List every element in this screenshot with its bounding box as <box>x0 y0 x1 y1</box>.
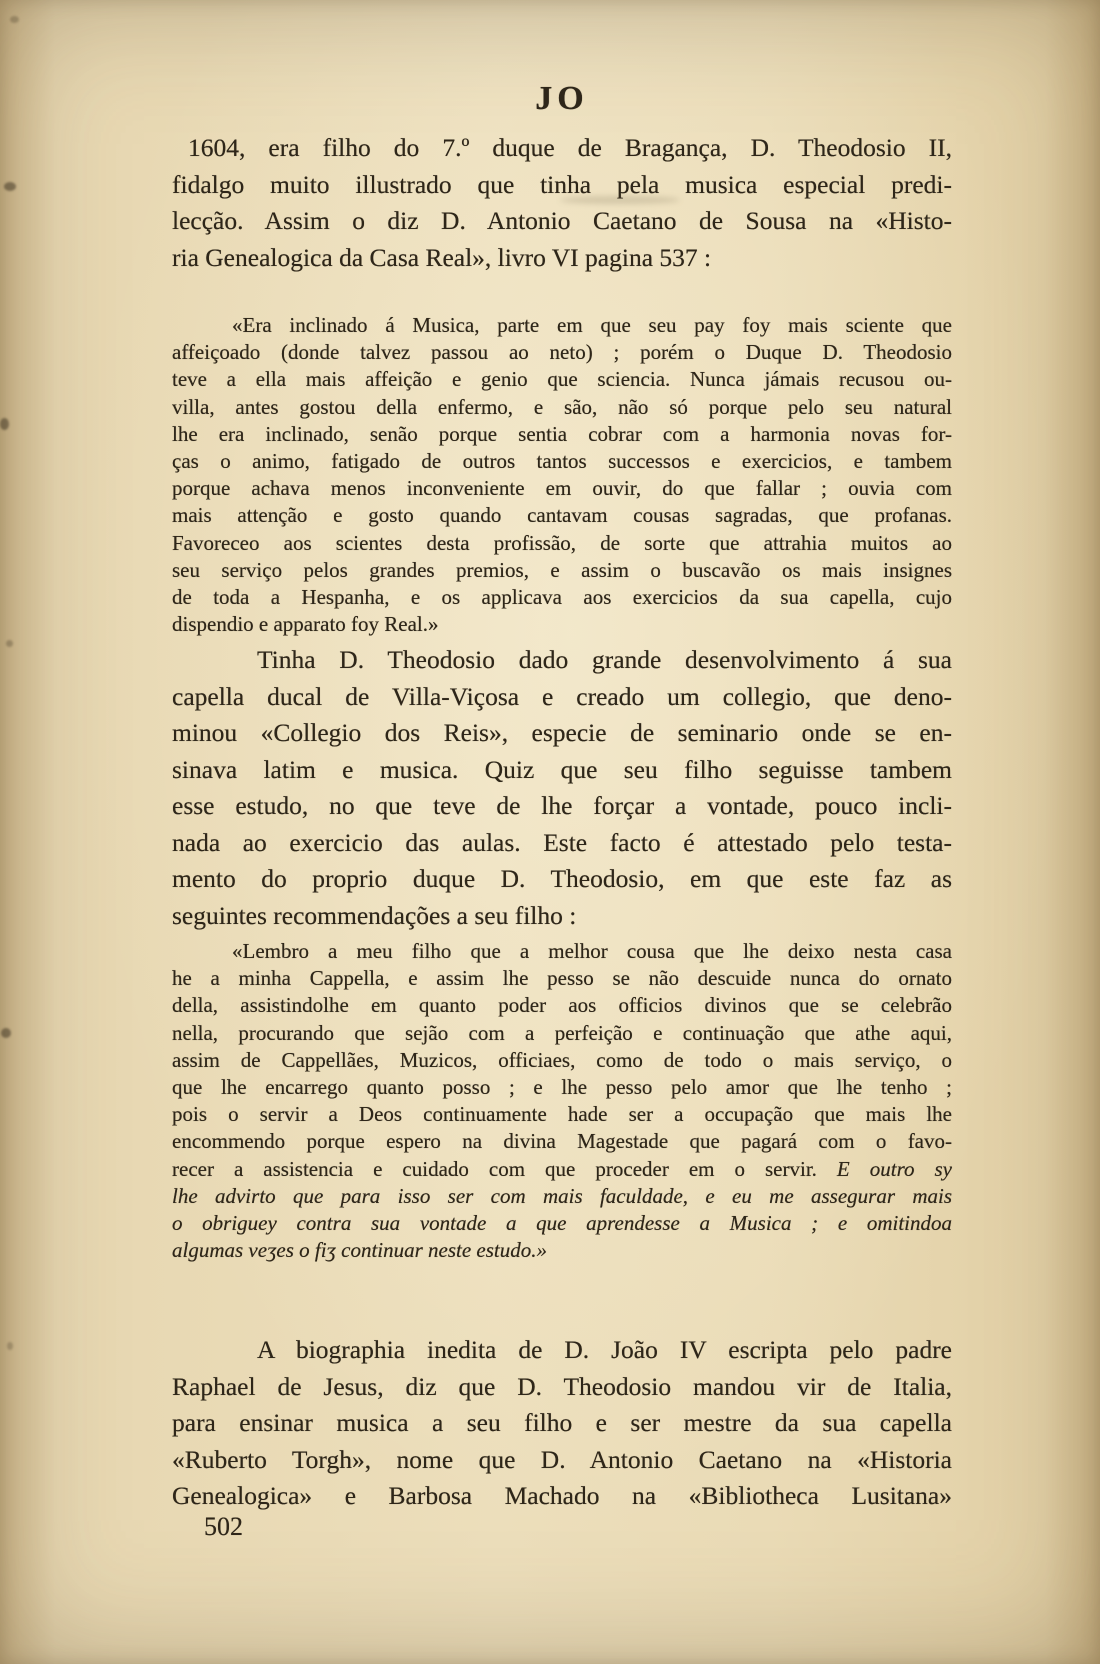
text-line: o obriguey contra sua vontade a que aprendesse a Musica ; e omitindoa <box>172 1211 952 1236</box>
text-line: mais attenção e gosto quando cantavam cousas sagradas, que profanas. <box>172 503 952 528</box>
text-line: mento do proprio duque D. Theodosio, em que este faz as <box>172 864 952 893</box>
text-line: para ensinar musica a seu filho e ser mestre da sua capella <box>172 1408 952 1437</box>
text-line: 1604, era filho do 7.º duque de Bragança, D. Theodosio II, <box>188 133 952 162</box>
text-line: assim de Cappellães, Muzicos, officiaes, como de todo o mais serviço, o <box>172 1047 952 1072</box>
text-line: he a minha Cappella, e assim lhe pesso se não descuide nunca do ornato <box>172 966 952 991</box>
text-line: dispendio e apparato foy Real.» <box>172 612 439 637</box>
text-line: recer a assistencia e cuidado com que proceder em o servir. E outro sy <box>172 1156 952 1181</box>
text-line: A biographia inedita de D. João IV escripta pelo padre <box>257 1335 952 1364</box>
text-line: algumas veʒes o fiʒ continuar neste estudo.» <box>172 1238 548 1263</box>
text-line: Favoreceo aos scientes desta profissão, de sorte que attrahia muitos ao <box>172 530 952 555</box>
running-header: JO <box>535 80 589 117</box>
ink-speck <box>4 182 16 191</box>
text-line: nada ao exercicio das aulas. Este facto é attestado pelo testa- <box>172 827 952 857</box>
paper-smudge <box>560 196 680 204</box>
text-line: lhe era inclinado, senão porque sentia cobrar com a harmonia novas for- <box>172 421 952 446</box>
text-line: pois o servir a Deos continuamente hade ser a occupação que mais lhe <box>172 1102 952 1127</box>
text-line: seu serviço pelos grandes premios, e assim o buscavão os mais insignes <box>172 557 952 582</box>
text-line: minou «Collegio dos Reis», especie de seminario onde se en- <box>172 718 952 747</box>
blockquote-caetano-de-sousa <box>172 312 952 638</box>
ink-speck <box>10 16 19 23</box>
text-line: esse estudo, no que teve de lhe forçar a vontade, pouco incli- <box>172 791 952 820</box>
text-line: que lhe encarrego quanto posso ; e lhe pesso pelo amor que lhe tenho ; <box>172 1075 952 1100</box>
text-line: «Lembro a meu filho que a melhor cousa que lhe deixo nesta casa <box>232 939 952 963</box>
text-line: nella, procurando que sejão com a perfeição e continuação que athe aqui, <box>172 1020 952 1045</box>
text-line: della, assistindolhe em quanto poder aos officios divinos que se celebrão <box>172 993 952 1018</box>
text-line: ças o animo, fatigado de outros tantos successos e exercicios, e tambem <box>172 449 952 474</box>
text-line: seguintes recommendações a seu filho : <box>172 900 577 930</box>
text-line: sinava latim e musica. Quiz que seu filho seguisse tambem <box>172 754 952 784</box>
ink-speck <box>6 640 13 647</box>
text-line: Tinha D. Theodosio dado grande desenvolvimento á sua <box>257 645 952 674</box>
ink-speck <box>1 1028 11 1038</box>
paragraph-theodosio-collegio <box>172 642 952 934</box>
ink-speck <box>7 1342 13 1350</box>
ink-speck <box>0 418 9 430</box>
text-line: «Era inclinado á Musica, parte em que seu pay foy mais sciente que <box>232 313 952 337</box>
paragraph-opening <box>172 130 952 276</box>
text-line: capella ducal de Villa-Viçosa e creado um collegio, que deno- <box>172 681 952 711</box>
text-line: ria Genealogica da Casa Real», livro VI pagina 537 : <box>172 242 712 272</box>
text-line: teve a ella mais affeição e genio que sciencia. Nunca jámais recusou ou- <box>172 367 952 392</box>
page-number: 502 <box>204 1512 243 1541</box>
text-line: Raphael de Jesus, diz que D. Theodosio mandou vir de Italia, <box>172 1371 952 1401</box>
text-line: villa, antes gostou della enfermo, e são, não só porque pelo seu natural <box>172 394 952 419</box>
text-line: lhe advirto que para isso ser com mais faculdade, e eu me assegurar mais <box>172 1183 952 1208</box>
text-line: lecção. Assim o diz D. Antonio Caetano de Sousa na «Histo- <box>172 206 952 235</box>
text-line: affeiçoado (donde talvez passou ao neto) ; porém o Duque D. Theodosio <box>172 340 952 365</box>
text-line: fidalgo muito illustrado que tinha pela musica especial predi- <box>172 169 952 199</box>
blockquote-testamento <box>172 938 952 1264</box>
text-line: de toda a Hespanha, e os applicava aos exercicios da sua capella, cujo <box>172 585 952 610</box>
text-line: porque achava menos inconveniente em ouvir, do que fallar ; ouvia com <box>172 476 952 501</box>
text-line: Genealogica» e Barbosa Machado na «Bibliotheca Lusitana» <box>172 1481 952 1510</box>
text-line: «Ruberto Torgh», nome que D. Antonio Caetano na «Historia <box>172 1444 952 1474</box>
text-line: encommendo porque espero na divina Magestade que pagará com o favo- <box>172 1129 952 1154</box>
paragraph-biographia <box>172 1332 952 1515</box>
